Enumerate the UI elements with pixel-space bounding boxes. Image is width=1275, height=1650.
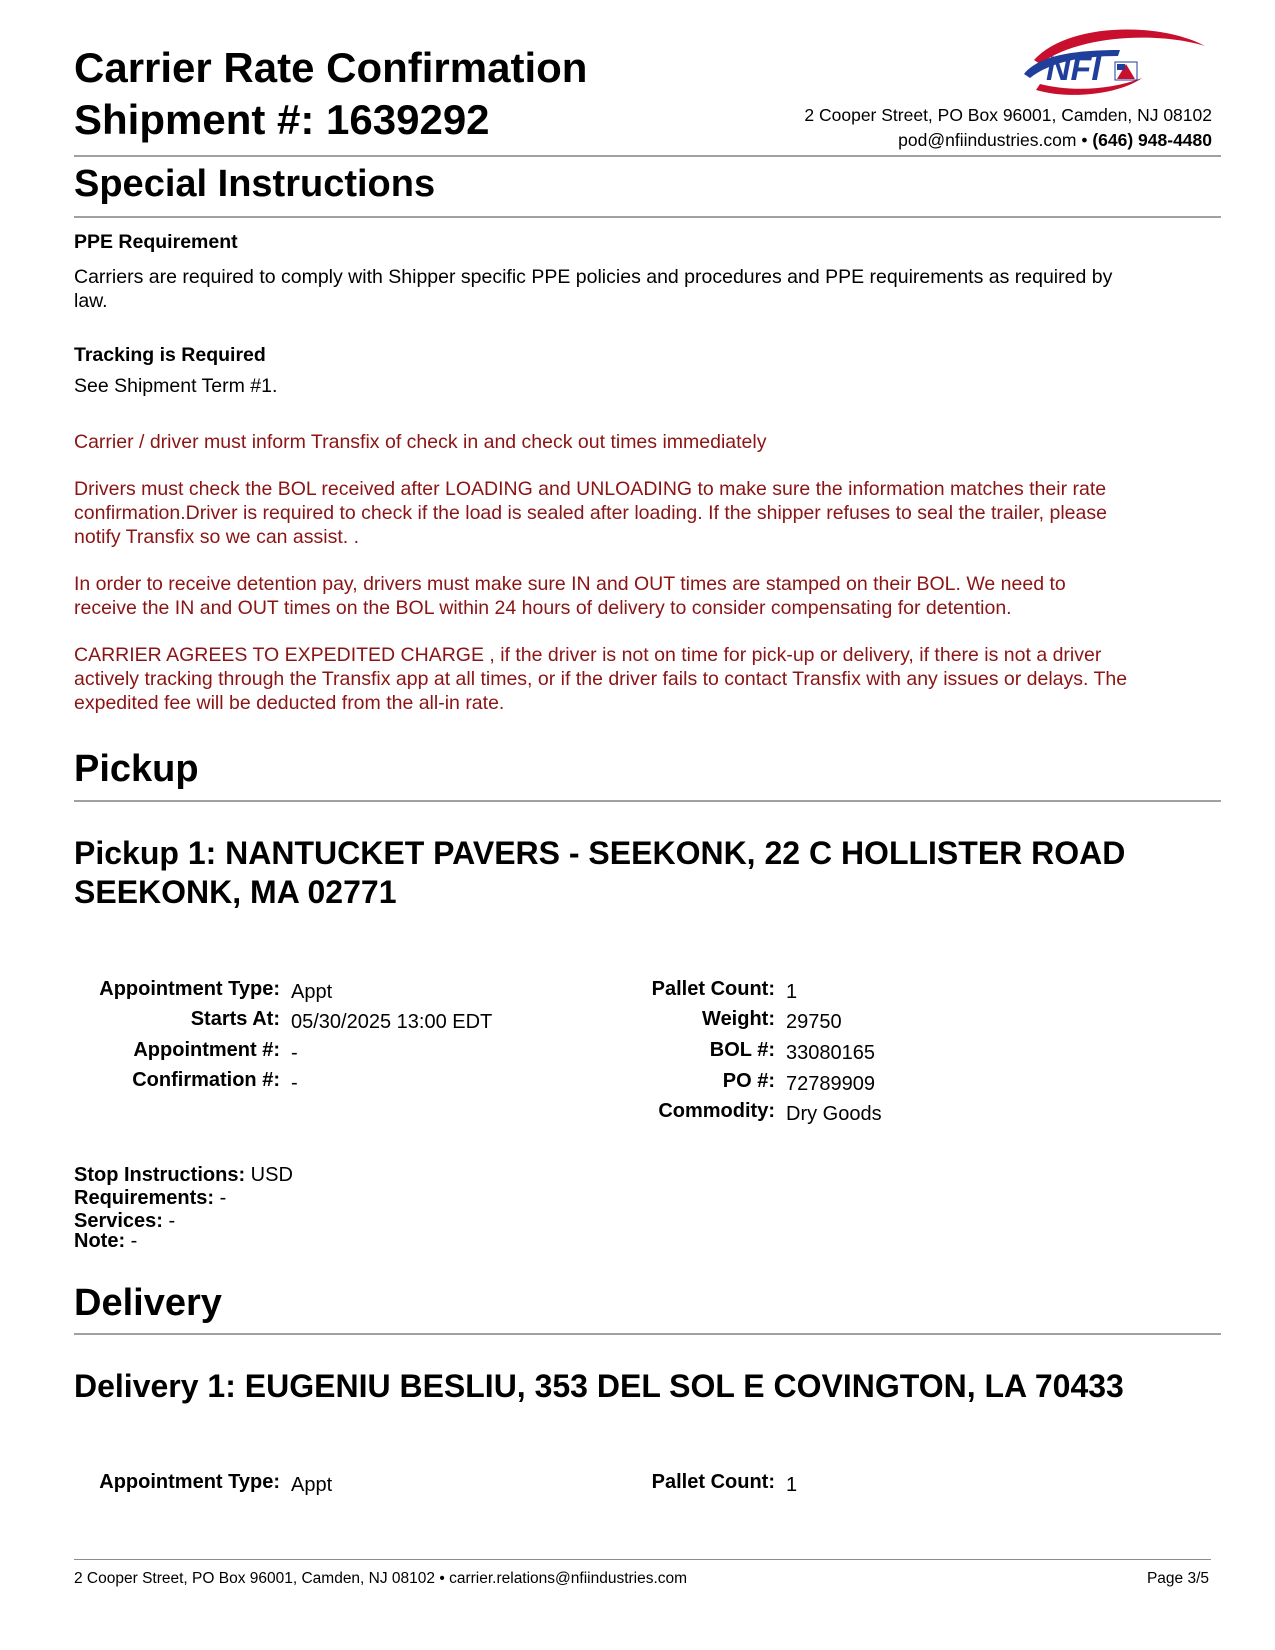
footer-separator: • [439, 1570, 445, 1587]
pickup-conf-value: - [291, 1072, 298, 1094]
header-phone: (646) 948-4480 [1092, 130, 1212, 150]
services-label: Services: [74, 1210, 163, 1232]
detention-note-2: receive the IN and OUT times on the BOL within 24 hours of delivery to consider compensating for detention. [74, 597, 1012, 619]
ppe-title: PPE Requirement [74, 231, 238, 253]
header-email[interactable]: pod@nfiindustries.com [898, 130, 1077, 150]
header-divider [74, 155, 1221, 157]
pickup-appt-no-label: Appointment #: [133, 1039, 280, 1061]
pickup-stop-title-2: SEEKONK, MA 02771 [74, 874, 397, 910]
pickup-weight-label: Weight: [702, 1008, 775, 1030]
header-contact [898, 129, 1212, 151]
stop-instructions-value: USD [250, 1164, 293, 1186]
shipment-number: Shipment #: 1639292 [74, 96, 490, 143]
special-instructions-heading: Special Instructions [74, 163, 436, 205]
pickup-bol-value: 33080165 [786, 1042, 875, 1064]
special-instructions-divider [74, 216, 1221, 218]
checkin-note: Carrier / driver must inform Transfix of check in and check out times immediately [74, 431, 767, 453]
bol-note-1: Drivers must check the BOL received after LOADING and UNLOADING to make sure the information matches their rate [74, 478, 1107, 500]
pickup-details [0, 977, 1275, 1127]
pickup-appt-no-value: - [291, 1042, 298, 1064]
delivery-details [0, 1470, 1275, 1510]
pickup-po-label: PO #: [722, 1070, 775, 1092]
expedited-note-2: actively tracking through the Transfix app at all times, or if the driver fails to contact Transfix with any issues or delays. The [74, 668, 1128, 690]
delivery-appt-type-value: Appt [291, 1474, 333, 1496]
pickup-pallet-label: Pallet Count: [651, 978, 775, 1000]
page-title: Carrier Rate Confirmation [74, 44, 588, 91]
delivery-pallet-value: 1 [786, 1474, 798, 1496]
bol-note-2: confirmation.Driver is required to check if the load is sealed after loading. If the shipper refuses to seal the trailer, please [74, 502, 1107, 524]
delivery-divider [74, 1333, 1221, 1335]
delivery-heading: Delivery [74, 1282, 222, 1324]
pickup-stop-instructions [74, 1164, 293, 1187]
pickup-starts-label: Starts At: [190, 1008, 280, 1030]
page-number: Page 3/5 [1146, 1570, 1209, 1587]
ppe-text-1: Carriers are required to comply with Shipper specific PPE policies and procedures and PPE requirements as required by [74, 266, 1113, 288]
pickup-stop-title-1: Pickup 1: NANTUCKET PAVERS - SEEKONK, 22 C HOLLISTER ROAD [74, 835, 1126, 871]
delivery-pallet-label: Pallet Count: [651, 1471, 775, 1493]
requirements-value: - [219, 1187, 227, 1209]
pickup-heading: Pickup [74, 748, 199, 790]
bol-note-3: notify Transfix so we can assist. . [74, 526, 360, 548]
note-label: Note: [74, 1230, 126, 1252]
pickup-requirements [74, 1187, 226, 1210]
footer-contact [74, 1569, 687, 1589]
tracking-text: See Shipment Term #1. [74, 375, 278, 397]
services-value: - [168, 1210, 176, 1232]
detention-note-1: In order to receive detention pay, drivers must make sure IN and OUT times are stamped on their BOL. We need to [74, 573, 1066, 595]
pickup-weight-value: 29750 [786, 1011, 842, 1033]
footer-address: 2 Cooper Street, PO Box 96001, Camden, NJ 08102 [74, 1570, 436, 1587]
pickup-starts-value: 05/30/2025 13:00 EDT [291, 1011, 493, 1033]
ppe-text-2: law. [74, 290, 108, 312]
pickup-commodity-label: Commodity: [658, 1100, 775, 1122]
pickup-conf-label: Confirmation #: [132, 1069, 280, 1091]
expedited-note-3: expedited fee will be deducted from the all-in rate. [74, 692, 505, 714]
stop-instructions-label: Stop Instructions: [74, 1164, 246, 1186]
pickup-commodity-value: Dry Goods [786, 1103, 882, 1125]
pickup-note [74, 1230, 137, 1253]
header-address: 2 Cooper Street, PO Box 96001, Camden, NJ 08102 [804, 105, 1212, 125]
pickup-po-value: 72789909 [786, 1073, 875, 1095]
delivery-stop-title: Delivery 1: EUGENIU BESLIU, 353 DEL SOL E COVINGTON, LA 70433 [74, 1368, 1124, 1404]
logo-text: NFI [1046, 50, 1101, 88]
pickup-appt-type-value: Appt [291, 981, 333, 1003]
footer-divider [74, 1559, 1211, 1560]
footer-email[interactable]: carrier.relations@nfiindustries.com [449, 1570, 688, 1587]
pickup-divider [74, 800, 1221, 802]
expedited-note-1: CARRIER AGREES TO EXPEDITED CHARGE , if the driver is not on time for pick-up or delivery, if there is not a driver [74, 644, 1102, 666]
requirements-label: Requirements: [74, 1187, 215, 1209]
pickup-pallet-value: 1 [786, 981, 798, 1003]
tracking-title: Tracking is Required [74, 344, 266, 366]
note-value: - [130, 1230, 138, 1252]
delivery-appt-type-label: Appointment Type: [99, 1471, 280, 1493]
nfi-logo [1010, 20, 1210, 100]
header-separator: • [1081, 130, 1088, 150]
pickup-bol-label: BOL #: [709, 1039, 775, 1061]
pickup-appt-type-label: Appointment Type: [99, 978, 280, 1000]
